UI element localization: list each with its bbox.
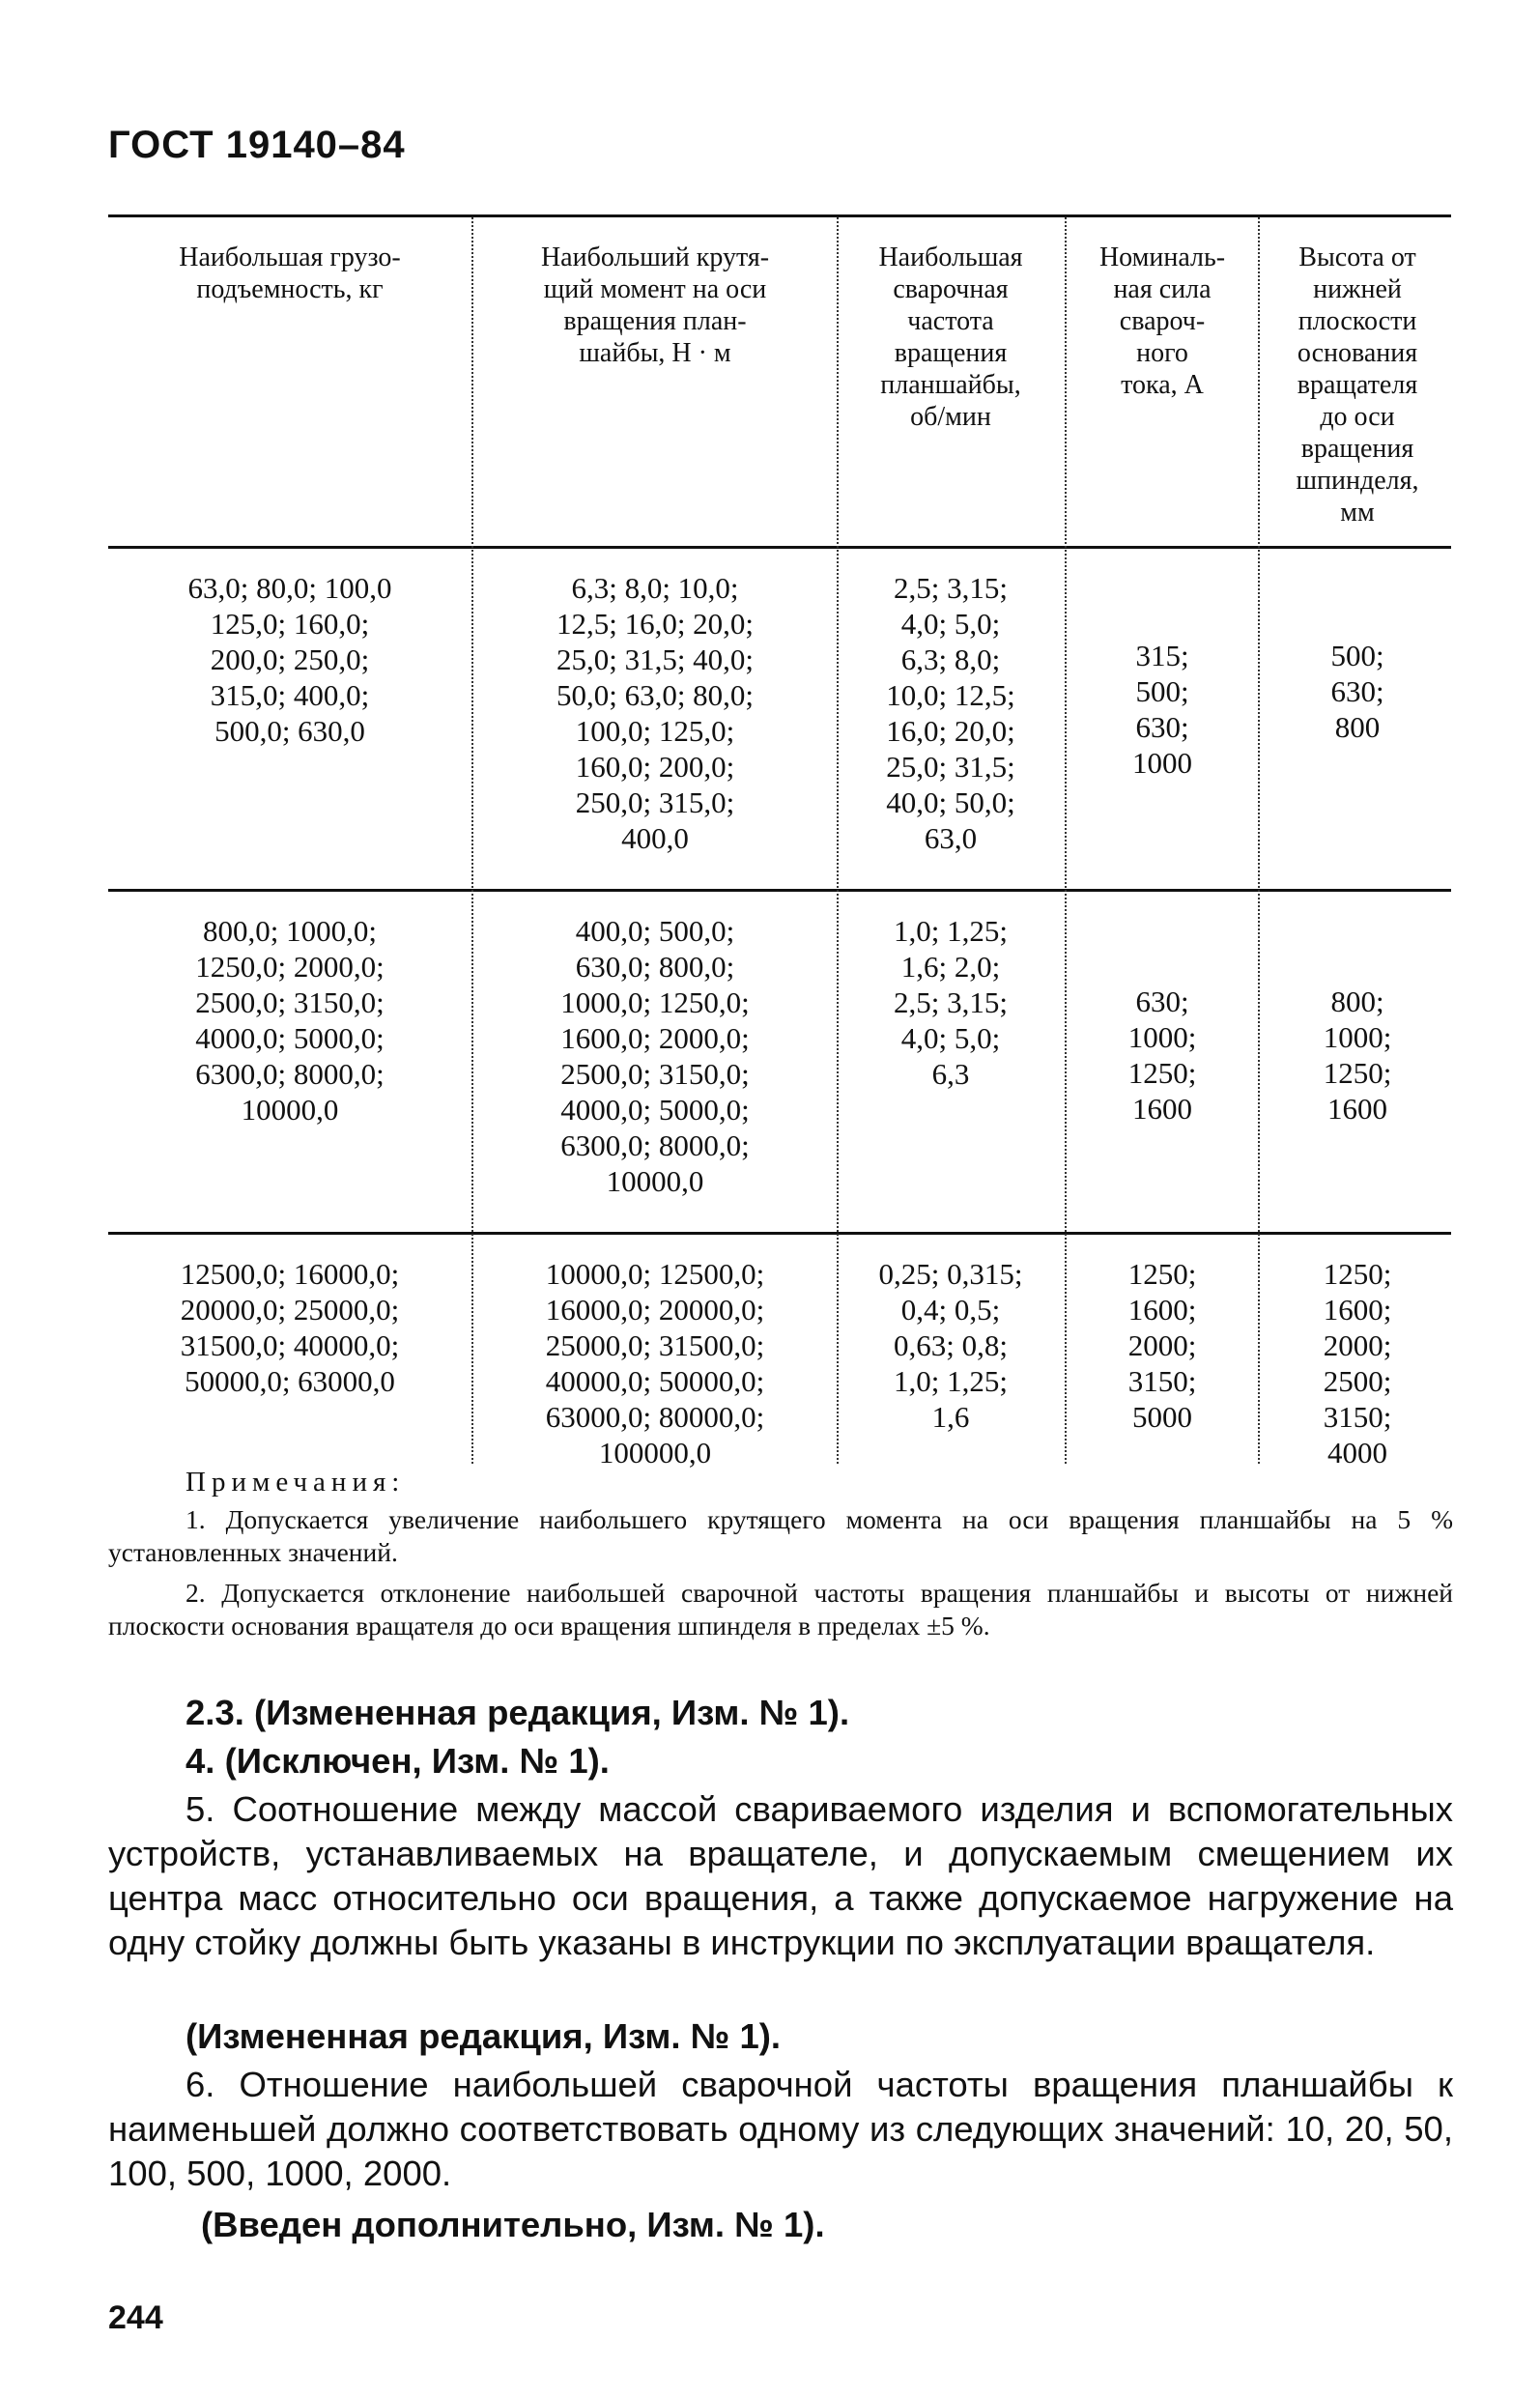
paragraph: (Измененная редакция, Изм. № 1). <box>185 2016 782 2056</box>
header-torque: Наибольший крутя- щий момент на оси вращения план- шайбы, Н · м <box>540 243 770 368</box>
cell-frequency: 1,0; 1,25; 1,6; 2,0; 2,5; 3,15; 4,0; 5,0; 6,3 <box>894 914 1008 1091</box>
cell-height: 1250; 1600; 2000; 2500; 3150; 4000 <box>1323 1257 1392 1470</box>
header-current: Номиналь- ная сила свароч- ного тока, А <box>1098 243 1226 400</box>
paragraph: 2.3. (Измененная редакция, Изм. № 1). <box>185 1693 850 1732</box>
column-separator <box>1258 217 1260 1464</box>
cell-load: 63,0; 80,0; 100,0 125,0; 160,0; 200,0; 250,0; 315,0; 400,0; 500,0; 630,0 <box>187 571 392 748</box>
table-group-rule <box>108 889 1451 892</box>
note-item: 1. Допускается увеличение наибольшего крутящего момента на оси вращения планшайбы на 5 % установленных значений. <box>108 1504 1453 1567</box>
cell-load: 800,0; 1000,0; 1250,0; 2000,0; 2500,0; 3150,0; 4000,0; 5000,0; 6300,0; 8000,0; 10000,0 <box>195 914 385 1127</box>
column-separator <box>471 217 473 1464</box>
cell-frequency: 2,5; 3,15; 4,0; 5,0; 6,3; 8,0; 10,0; 12,5; 16,0; 20,0; 25,0; 31,5; 40,0; 50,0; 63,0 <box>886 571 1015 855</box>
paragraph: 6. Отношение наибольшей сварочной частоты вращения планшайбы к наименьшей должно соответствовать одному из следующих значений: 10, 20, 50, 100, 500, 1000, 2000. <box>108 2065 1453 2193</box>
table-group-rule <box>108 1232 1451 1235</box>
cell-current: 630; 1000; 1250; 1600 <box>1127 984 1197 1126</box>
cell-height: 800; 1000; 1250; 1600 <box>1323 984 1392 1126</box>
header-frequency: Наибольшая сварочная частота вращения планшайбы, об/мин <box>878 243 1023 432</box>
header-height: Высота от нижней плоскости основания вращателя до оси вращения шпинделя, мм <box>1296 243 1419 528</box>
column-separator <box>837 217 839 1464</box>
table-top-rule <box>108 214 1451 217</box>
cell-torque: 400,0; 500,0; 630,0; 800,0; 1000,0; 1250,0; 1600,0; 2000,0; 2500,0; 3150,0; 4000,0; 5000,0; 6300,0; 8000,0; 10000,0 <box>560 914 750 1198</box>
paragraph: (Введен дополнительно, Изм. № 1). <box>201 2205 825 2244</box>
paragraph: 4. (Исключен, Изм. № 1). <box>185 1741 610 1781</box>
note-item: 2. Допускается отклонение наибольшей сварочной частоты вращения планшайбы и высоты от нижней плоскости основания вращателя до оси вращения шпинделя в пределах ±5 %. <box>108 1578 1453 1641</box>
cell-current: 1250; 1600; 2000; 3150; 5000 <box>1127 1257 1197 1434</box>
column-separator <box>1065 217 1067 1464</box>
cell-load: 12500,0; 16000,0; 20000,0; 25000,0; 31500,0; 40000,0; 50000,0; 63000,0 <box>180 1257 400 1398</box>
table-header-rule <box>108 546 1451 549</box>
cell-height: 500; 630; 800 <box>1330 639 1384 744</box>
header-load: Наибольшая грузо- подъемность, кг <box>179 243 401 304</box>
cell-frequency: 0,25; 0,315; 0,4; 0,5; 0,63; 0,8; 1,0; 1,25; 1,6 <box>878 1257 1023 1434</box>
cell-current: 315; 500; 630; 1000 <box>1132 639 1192 780</box>
paragraph: 5. Соотношение между массой свариваемого изделия и вспомогательных устройств, устанавливаемых на вращателе, и допускаемым смещением их центра масс относительно оси вращения, а также допускаемое нагружение на одну стойку должны быть указаны в инструкции по эксплуатации вращателя. <box>108 1789 1453 1962</box>
document-header: ГОСТ 19140–84 <box>108 124 406 166</box>
notes-title: Примечания: <box>185 1467 406 1498</box>
cell-torque: 6,3; 8,0; 10,0; 12,5; 16,0; 20,0; 25,0; 31,5; 40,0; 50,0; 63,0; 80,0; 100,0; 125,0; 160,0; 200,0; 250,0; 315,0; 400,0 <box>556 571 755 855</box>
page-number: 244 <box>108 2299 163 2336</box>
cell-torque: 10000,0; 12500,0; 16000,0; 20000,0; 25000,0; 31500,0; 40000,0; 50000,0; 63000,0; 80000,0; 100000,0 <box>545 1257 765 1470</box>
